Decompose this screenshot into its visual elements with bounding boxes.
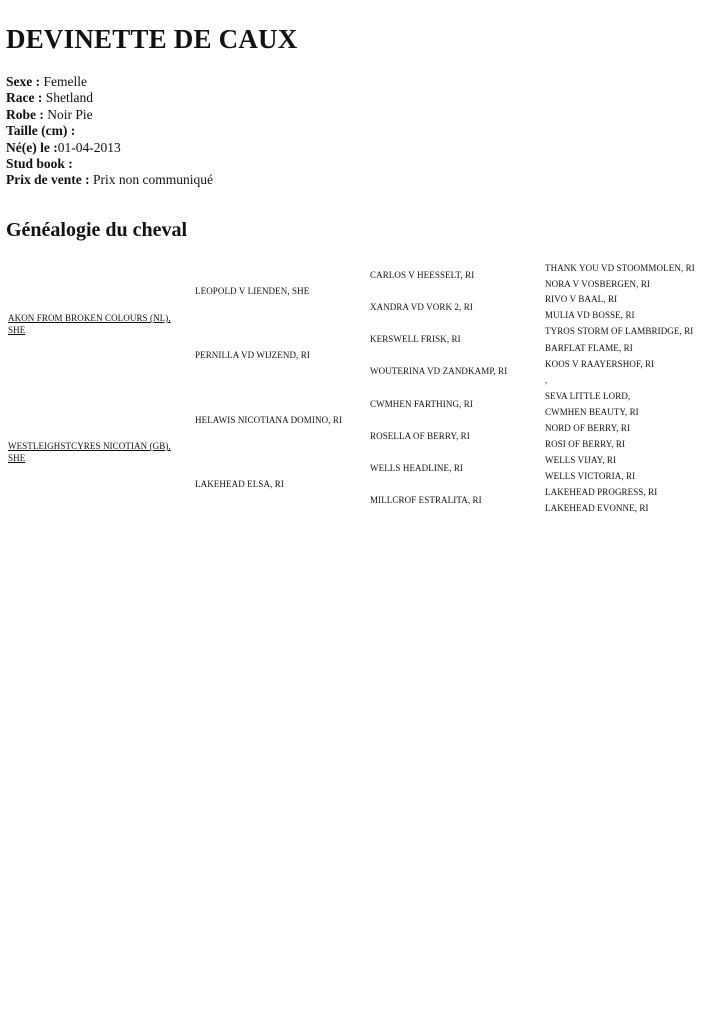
ancestor-10: CWMHEN BEAUTY, RI — [545, 407, 639, 417]
sire-breed-link[interactable]: SHE — [8, 325, 26, 335]
grandparent-4: LAKEHEAD ELSA, RI — [195, 479, 284, 489]
price-label: Prix de vente : — [6, 172, 90, 188]
great-grandparent-3: KERSWELL FRISK, RI — [370, 334, 461, 344]
ancestor-12: ROSI OF BERRY, RI — [545, 439, 626, 449]
great-grandparent-1: CARLOS V HEESSELT, RI — [370, 270, 475, 280]
sex-value: Femelle — [43, 74, 87, 89]
breed-label: Race : — [6, 90, 43, 106]
ancestor-11: NORD OF BERRY, RI — [545, 423, 631, 433]
coat-label: Robe : — [6, 106, 44, 122]
ancestor-14: WELLS VICTORIA, RI — [545, 471, 636, 481]
horse-name: DEVINETTE DE CAUX — [6, 24, 298, 54]
great-grandparent-7: WELLS HEADLINE, RI — [370, 463, 464, 473]
birth-value: 01-04-2013 — [57, 139, 121, 155]
ancestor-16: LAKEHEAD EVONNE, RI — [545, 503, 649, 513]
grandparent-2: PERNILLA VD WIJZEND, RI — [195, 350, 310, 360]
price-value: Prix non communiqué — [92, 172, 213, 188]
breed-value: Shetland — [45, 90, 93, 106]
ancestor-4: MULIA VD BOSSE, RI — [545, 310, 635, 320]
dam-link[interactable]: WESTLEIGHSTCYRES NICOTIAN (GB), — [8, 441, 171, 451]
horse-info — [6, 74, 213, 189]
great-grandparent-2: XANDRA VD VORK 2, RI — [370, 302, 473, 312]
birth-label: Né(e) le : — [6, 139, 58, 155]
height-label: Taille (cm) : — [6, 123, 76, 139]
sire-link[interactable]: AKON FROM BROKEN COLOURS (NL), — [8, 313, 171, 323]
birth-row — [6, 140, 213, 156]
price-row — [6, 172, 213, 188]
ancestor-2: NORA V VOSBERGEN, RI — [545, 279, 651, 289]
studbook-row — [6, 156, 213, 172]
ancestor-6: BARFLAT FLAME, RI — [545, 343, 633, 353]
height-row — [6, 123, 213, 139]
ancestor-15: LAKEHEAD PROGRESS, RI — [545, 487, 658, 497]
ancestor-1: THANK YOU VD STOOMMOLEN, RI — [545, 263, 695, 273]
coat-value: Noir Pie — [47, 106, 93, 122]
great-grandparent-4: WOUTERINA VD ZANDKAMP, RI — [370, 366, 508, 376]
great-grandparent-5: CWMHEN FARTHING, RI — [370, 399, 473, 409]
ancestor-7: KOOS V RAAYERSHOF, RI — [545, 359, 655, 369]
ancestor-5: TYROS STORM OF LAMBRIDGE, RI — [545, 326, 694, 336]
ancestor-9: SEVA LITTLE LORD, — [545, 391, 631, 401]
great-grandparent-6: ROSELLA OF BERRY, RI — [370, 431, 470, 441]
sex-row — [6, 74, 213, 90]
ancestor-8: , — [545, 375, 548, 385]
ancestor-13: WELLS VIJAY, RI — [545, 455, 617, 465]
grandparent-3: HELAWIS NICOTIANA DOMINO, RI — [195, 415, 343, 425]
great-grandparent-8: MILLCROF ESTRALITA, RI — [370, 495, 482, 505]
coat-row — [6, 107, 213, 123]
sex-label: Sexe : — [6, 74, 41, 89]
studbook-label: Stud book : — [6, 156, 73, 172]
pedigree-title: Généalogie du cheval — [6, 219, 188, 241]
breed-row — [6, 90, 213, 106]
grandparent-1: LEOPOLD V LIENDEN, SHE — [195, 286, 310, 296]
ancestor-3: RIVO V BAAL, RI — [545, 294, 618, 304]
dam-breed-link[interactable]: SHE — [8, 453, 26, 463]
